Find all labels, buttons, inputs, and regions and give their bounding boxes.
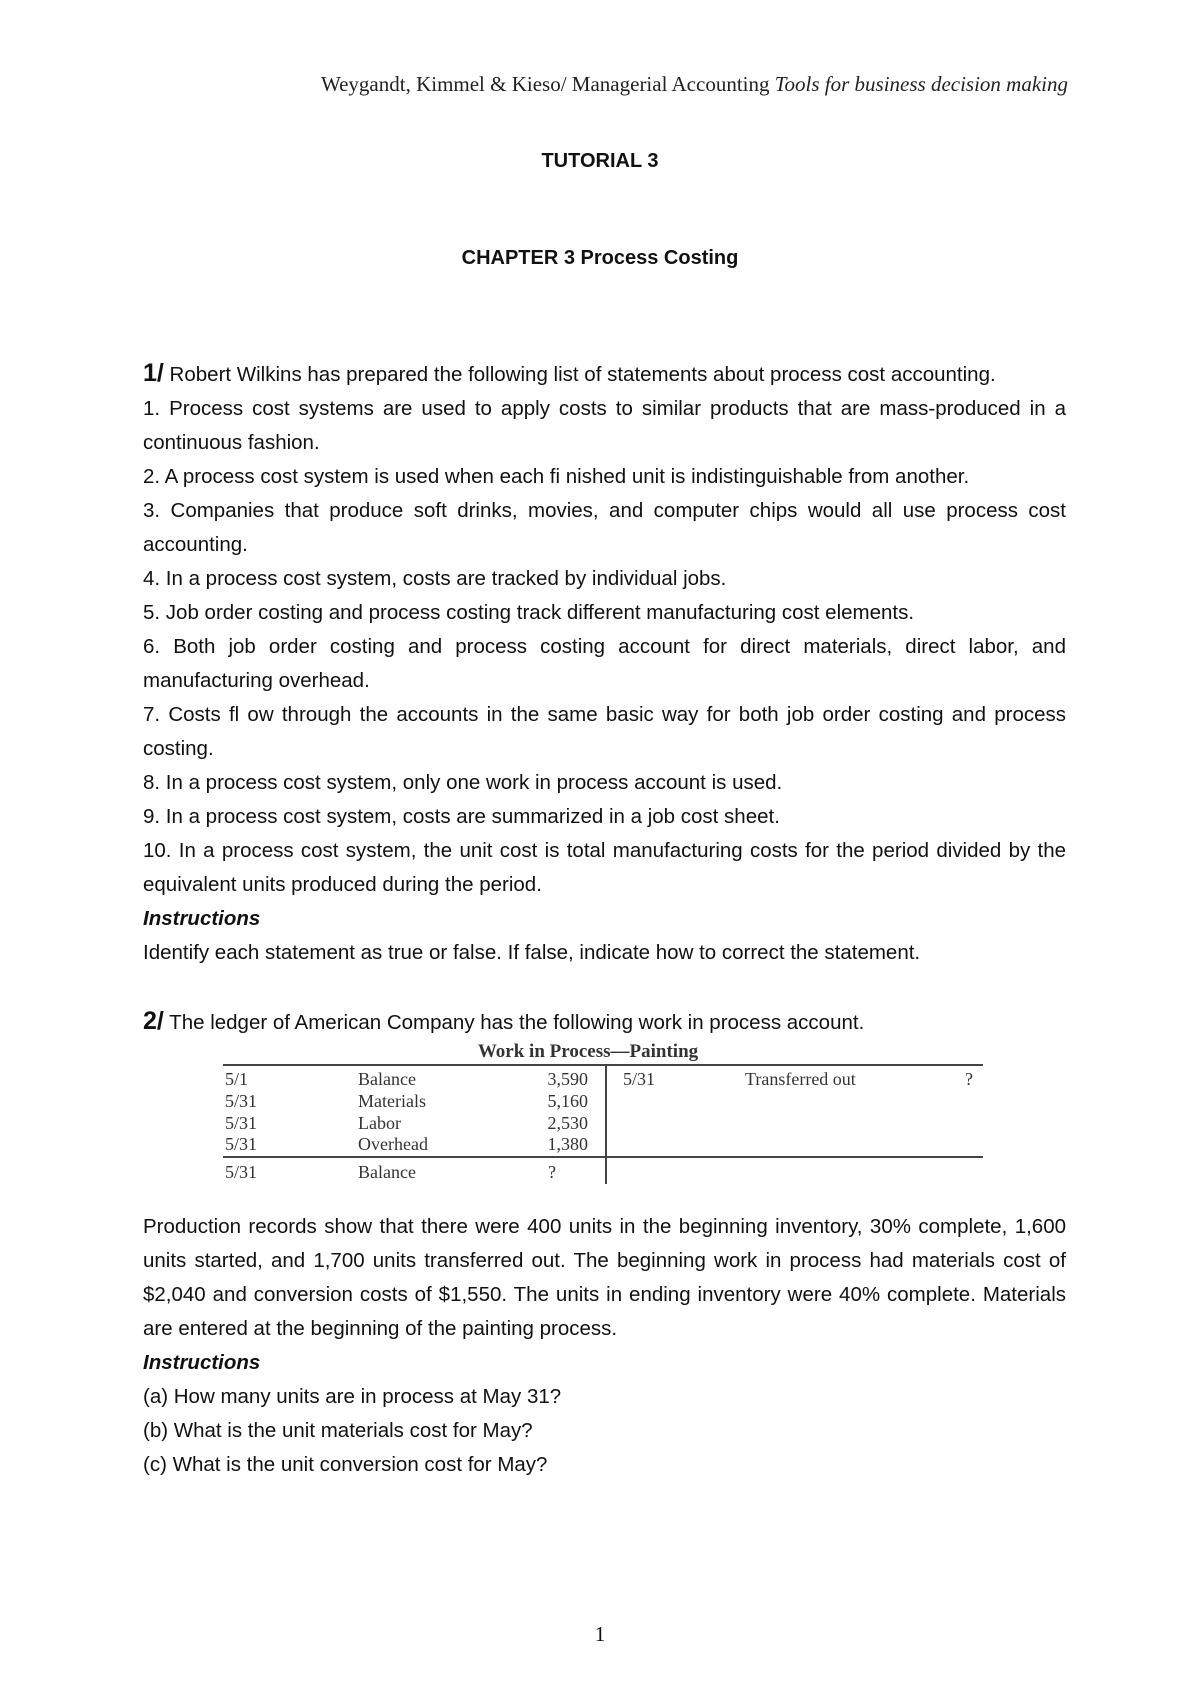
document-body bbox=[143, 356, 1066, 1482]
q1-statement: 10. In a process cost system, the unit cost is total manufacturing costs for the period divided by the equivalent units produced during the period. bbox=[143, 839, 1066, 896]
q2-question: (a) How many units are in process at May 31? bbox=[143, 1385, 562, 1408]
q1-statement: 9. In a process cost system, costs are summarized in a job cost sheet. bbox=[143, 805, 780, 828]
q1-number: 1/ bbox=[143, 359, 164, 387]
q1-statement: 3. Companies that produce soft drinks, movies, and computer chips would all use process cost accounting. bbox=[143, 499, 1066, 556]
q2-instructions-label: Instructions bbox=[143, 1351, 261, 1374]
q2-intro-text: The ledger of American Company has the following work in process account. bbox=[163, 1011, 865, 1034]
ledger-row-ending-balance: 5/31 Balance ? bbox=[225, 1162, 556, 1182]
q2-intro bbox=[143, 1004, 1066, 1040]
ledger-title: Work in Process—Painting bbox=[477, 1041, 699, 1062]
ledger-grid bbox=[223, 1064, 983, 1184]
q2-number: 2/ bbox=[143, 1007, 164, 1035]
q1-statement: 7. Costs fl ow through the accounts in the same basic way for both job order costing and process costing. bbox=[143, 703, 1066, 760]
page-number: 1 bbox=[594, 1622, 606, 1646]
running-header bbox=[321, 72, 1068, 97]
ledger-row: 5/1 Balance 3,590 5/31 Transferred out ? bbox=[225, 1069, 973, 1089]
q1-intro-text: Robert Wilkins has prepared the following list of statements about process cost accounting. bbox=[163, 363, 996, 386]
chapter-title: CHAPTER 3 Process Costing bbox=[461, 247, 739, 269]
ledger-row: 5/31 Materials 5,160 bbox=[225, 1091, 588, 1111]
header-subtitle: Tools for business decision making bbox=[774, 72, 1068, 96]
q2-question: (b) What is the unit materials cost for May? bbox=[143, 1419, 533, 1442]
credit-desc: Transferred out bbox=[745, 1069, 856, 1089]
q2-question: (c) What is the unit conversion cost for May? bbox=[143, 1453, 548, 1476]
q1-statement: 1. Process cost systems are used to apply costs to similar products that are mass-produced in a continuous fashion. bbox=[143, 397, 1066, 454]
q1-instructions: Identify each statement as true or false. If false, indicate how to correct the statement. bbox=[143, 941, 921, 964]
q1-statement: 6. Both job order costing and process costing account for direct materials, direct labor, and manufacturing overhead. bbox=[143, 635, 1066, 692]
q1-instructions-label: Instructions bbox=[143, 907, 261, 930]
credit-date: 5/31 bbox=[623, 1069, 656, 1089]
t-account-ledger bbox=[223, 1040, 983, 1184]
q1-intro bbox=[143, 356, 1066, 392]
ledger-row: 5/31 Overhead 1,380 bbox=[225, 1134, 588, 1154]
q1-statement: 5. Job order costing and process costing track different manufacturing cost elements. bbox=[143, 601, 915, 624]
header-authors: Weygandt, Kimmel & Kieso/ Managerial Accounting bbox=[320, 72, 775, 96]
q2-body: Production records show that there were 400 units in the beginning inventory, 30% complete, 1,600 units started, and 1,700 units transferred out. The beginning work in process had materials cost of $2,040 and conversion costs of $1,550. The units in ending inventory were 40% complete. Materials are entered at the beginning of the painting process. bbox=[143, 1215, 1066, 1340]
ledger-row: 5/31 Labor 2,530 bbox=[225, 1113, 588, 1133]
q1-statement: 2. A process cost system is used when each fi nished unit is indistinguishable from another. bbox=[143, 465, 970, 488]
q1-statement: 8. In a process cost system, only one work in process account is used. bbox=[143, 771, 783, 794]
credit-amount: ? bbox=[965, 1069, 973, 1089]
tutorial-title: TUTORIAL 3 bbox=[541, 150, 659, 172]
q1-statement: 4. In a process cost system, costs are tracked by individual jobs. bbox=[143, 567, 727, 590]
